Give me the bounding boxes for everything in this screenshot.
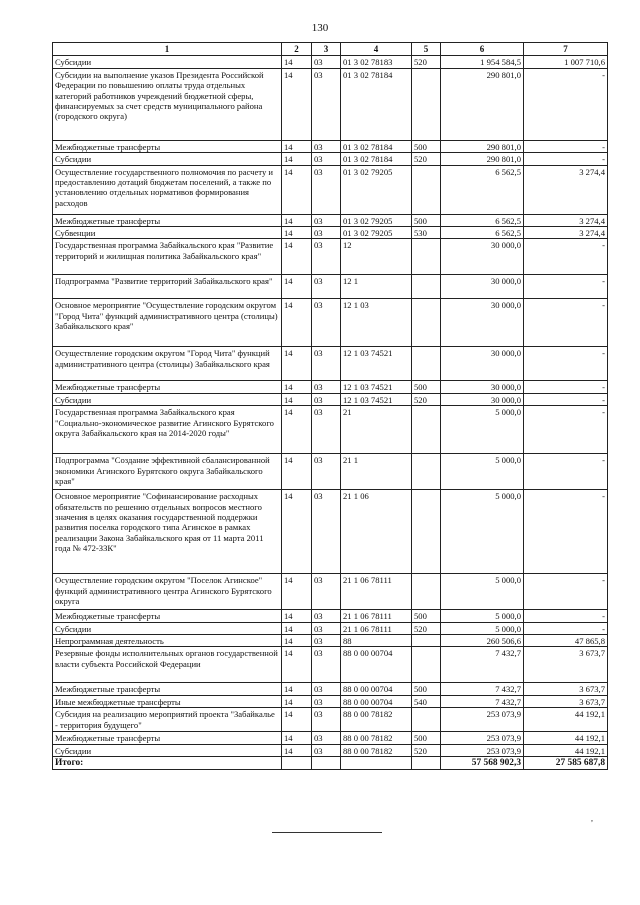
row-value-col6: 290 801,0 [441,153,524,165]
row-expense-type [412,406,441,454]
table-row [53,68,608,140]
table-row [53,214,608,226]
row-expense-type [412,635,441,647]
row-section: 14 [282,56,312,68]
row-value-col6: 30 000,0 [441,299,524,347]
table-row [53,406,608,454]
row-target-code: 21 1 [341,454,412,490]
row-value-col7: 3 274,4 [524,214,608,226]
row-subsection: 03 [312,347,341,381]
row-section: 14 [282,68,312,140]
row-target-code: 12 1 03 74521 [341,381,412,393]
row-value-col7: - [524,393,608,405]
row-name: Подпрограмма "Развитие территорий Забайкальского края" [53,275,282,299]
row-name: Непрограммная деятельность [53,635,282,647]
column-header: 4 [341,43,412,56]
row-section: 14 [282,622,312,634]
row-section: 14 [282,299,312,347]
row-section: 14 [282,406,312,454]
table-row [53,165,608,214]
column-header: 7 [524,43,608,56]
row-value-col6: 5 000,0 [441,622,524,634]
row-value-col6: 5 000,0 [441,574,524,610]
row-section: 14 [282,683,312,695]
row-expense-type: 540 [412,695,441,707]
row-expense-type: 500 [412,214,441,226]
row-subsection: 03 [312,683,341,695]
row-value-col7: - [524,574,608,610]
row-subsection: 03 [312,490,341,574]
row-value-col7: - [524,153,608,165]
row-value-col7: 3 673,7 [524,647,608,683]
row-value-col7: - [524,622,608,634]
row-target-code: 01 3 02 78184 [341,140,412,152]
row-target-code: 21 1 06 [341,490,412,574]
row-subsection: 03 [312,647,341,683]
row-subsection: 03 [312,454,341,490]
row-name: Основное мероприятие "Осуществление городским округом "Город Чита" функций административного центра (столицы) Забайкальского края" [53,299,282,347]
row-value-col6: 6 562,5 [441,227,524,239]
row-value-col7: - [524,406,608,454]
total-value-col7: 27 585 687,8 [524,757,608,769]
row-name: Субсидии [53,744,282,756]
row-value-col7: 44 192,1 [524,708,608,732]
row-target-code: 12 1 03 74521 [341,393,412,405]
row-expense-type [412,68,441,140]
row-value-col6: 260 506,6 [441,635,524,647]
row-target-code: 88 0 00 78182 [341,732,412,744]
row-expense-type: 530 [412,227,441,239]
row-target-code: 21 1 06 78111 [341,610,412,622]
row-value-col6: 253 073,9 [441,744,524,756]
table-header-row [53,43,608,56]
row-value-col6: 290 801,0 [441,68,524,140]
row-value-col7: - [524,140,608,152]
column-header: 6 [441,43,524,56]
row-target-code: 88 0 00 78182 [341,708,412,732]
row-subsection: 03 [312,695,341,707]
row-value-col6: 5 000,0 [441,406,524,454]
row-subsection: 03 [312,381,341,393]
row-target-code: 12 [341,239,412,275]
total-label: Итого: [53,757,282,769]
row-expense-type: 520 [412,393,441,405]
row-subsection: 03 [312,165,341,214]
row-section: 14 [282,239,312,275]
row-subsection: 03 [312,227,341,239]
row-subsection: 03 [312,153,341,165]
row-target-code: 21 [341,406,412,454]
row-subsection: 03 [312,68,341,140]
table-row [53,275,608,299]
row-value-col7: 1 007 710,6 [524,56,608,68]
row-expense-type [412,490,441,574]
table-row [53,574,608,610]
row-expense-type: 500 [412,381,441,393]
row-target-code: 01 3 02 79205 [341,165,412,214]
table-row [53,299,608,347]
row-section: 14 [282,165,312,214]
row-value-col7: - [524,299,608,347]
row-section: 14 [282,732,312,744]
row-value-col7: 3 673,7 [524,683,608,695]
row-value-col6: 6 562,5 [441,165,524,214]
row-expense-type [412,275,441,299]
table-row [53,381,608,393]
row-value-col6: 5 000,0 [441,610,524,622]
row-name: Государственная программа Забайкальского края "Развитие территорий и жилищная политика Забайкальского края" [53,239,282,275]
table-row [53,454,608,490]
row-value-col6: 253 073,9 [441,732,524,744]
row-name: Государственная программа Забайкальского края "Социально-экономическое развитие Агинского Бурятского округа Забайкальского края на 2014-2020 годы" [53,406,282,454]
row-value-col6: 7 432,7 [441,647,524,683]
row-name: Межбюджетные трансферты [53,381,282,393]
row-subsection: 03 [312,744,341,756]
row-expense-type [412,574,441,610]
row-expense-type [412,708,441,732]
row-subsection: 03 [312,574,341,610]
row-name: Межбюджетные трансферты [53,732,282,744]
row-name: Межбюджетные трансферты [53,214,282,226]
row-name: Субвенции [53,227,282,239]
table-row [53,140,608,152]
table-row [53,695,608,707]
row-name: Субсидии [53,153,282,165]
row-value-col6: 7 432,7 [441,695,524,707]
row-value-col7: - [524,454,608,490]
footer-divider [272,832,382,833]
row-name: Иные межбюджетные трансферты [53,695,282,707]
table-row [53,490,608,574]
row-name: Осуществление городским округом "Город Чита" функций административного центра (столицы) Забайкальского края [53,347,282,381]
row-value-col7: 44 192,1 [524,744,608,756]
row-target-code: 21 1 06 78111 [341,622,412,634]
row-name: Резервные фонды исполнительных органов государственной власти субъекта Российской Федерации [53,647,282,683]
row-target-code: 88 0 00 00704 [341,647,412,683]
row-expense-type [412,299,441,347]
row-value-col6: 30 000,0 [441,347,524,381]
row-expense-type: 500 [412,610,441,622]
row-name: Межбюджетные трансферты [53,140,282,152]
row-target-code: 88 0 00 78182 [341,744,412,756]
row-section: 14 [282,635,312,647]
row-target-code: 01 3 02 78183 [341,56,412,68]
row-value-col7: 44 192,1 [524,732,608,744]
column-header: 3 [312,43,341,56]
row-value-col7: 3 673,7 [524,695,608,707]
row-value-col7: - [524,68,608,140]
row-target-code: 01 3 02 79205 [341,214,412,226]
row-target-code: 12 1 03 74521 [341,347,412,381]
row-target-code: 88 0 00 00704 [341,683,412,695]
table-row [53,56,608,68]
row-value-col6: 253 073,9 [441,708,524,732]
row-section: 14 [282,347,312,381]
row-value-col6: 5 000,0 [441,490,524,574]
row-expense-type [412,647,441,683]
row-name: Осуществление городским округом "Поселок Агинское" функций административного центра Агинского Бурятского округа [53,574,282,610]
table-body [53,56,608,757]
table-row [53,610,608,622]
row-section: 14 [282,610,312,622]
budget-table [52,42,608,770]
row-expense-type: 500 [412,683,441,695]
row-name: Осуществление государственного полномочия по расчету и предоставлению дотаций бюджетам поселений, а также по установлению отдельных нормативов формирования расходов [53,165,282,214]
page-number: 130 [311,22,329,34]
row-section: 14 [282,744,312,756]
row-expense-type [412,239,441,275]
row-value-col7: - [524,490,608,574]
row-value-col6: 30 000,0 [441,381,524,393]
row-expense-type [412,165,441,214]
row-subsection: 03 [312,635,341,647]
row-value-col7: - [524,239,608,275]
row-target-code: 01 3 02 78184 [341,153,412,165]
row-subsection: 03 [312,214,341,226]
row-subsection: 03 [312,732,341,744]
total-row [53,757,608,769]
row-expense-type: 500 [412,732,441,744]
row-target-code: 01 3 02 78184 [341,68,412,140]
row-value-col6: 290 801,0 [441,140,524,152]
row-section: 14 [282,275,312,299]
row-value-col6: 30 000,0 [441,393,524,405]
row-target-code: 12 1 03 [341,299,412,347]
row-subsection: 03 [312,610,341,622]
row-section: 14 [282,490,312,574]
table-row [53,732,608,744]
row-name: Подпрограмма "Создание эффективной сбалансированной экономики Агинского Бурятского округа Забайкальского края" [53,454,282,490]
row-section: 14 [282,140,312,152]
table-row [53,744,608,756]
row-value-col7: - [524,275,608,299]
row-value-col7: - [524,347,608,381]
row-target-code: 01 3 02 79205 [341,227,412,239]
table-row [53,635,608,647]
row-name: Субсидии на выполнение указов Президента Российской Федерации по повышению оплаты труда отдельных категорий работников учреждений бюджетной сферы, финансируемых за счет средств муниципального района (городского округа) [53,68,282,140]
row-target-code: 88 0 00 00704 [341,695,412,707]
row-value-col6: 1 954 584,5 [441,56,524,68]
row-value-col6: 7 432,7 [441,683,524,695]
row-name: Субсидия на реализацию мероприятий проекта "Забайкалье - территория будущего" [53,708,282,732]
column-header: 1 [53,43,282,56]
column-header: 5 [412,43,441,56]
row-subsection: 03 [312,299,341,347]
row-subsection: 03 [312,708,341,732]
table-row [53,227,608,239]
table-row [53,153,608,165]
row-section: 14 [282,708,312,732]
row-section: 14 [282,454,312,490]
row-subsection: 03 [312,239,341,275]
row-value-col6: 6 562,5 [441,214,524,226]
row-subsection: 03 [312,56,341,68]
table-row [53,393,608,405]
row-section: 14 [282,574,312,610]
row-name: Субсидии [53,56,282,68]
row-expense-type: 520 [412,622,441,634]
column-header: 2 [282,43,312,56]
row-value-col7: 3 274,4 [524,165,608,214]
row-name: Основное мероприятие "Софинансирование расходных обязательств по решению отдельных вопросов местного значения в целях оказания государственной поддержки развития поселка городского типа Агинское в рамках реализации Закона Забайкальского края от 11 марта 2011 года № 472-ЗЗК" [53,490,282,574]
table-row [53,347,608,381]
table-row [53,683,608,695]
row-subsection: 03 [312,140,341,152]
row-value-col7: - [524,610,608,622]
row-value-col6: 30 000,0 [441,275,524,299]
row-expense-type [412,454,441,490]
row-value-col6: 5 000,0 [441,454,524,490]
row-expense-type: 520 [412,744,441,756]
row-target-code: 88 [341,635,412,647]
table-row [53,647,608,683]
row-section: 14 [282,647,312,683]
row-subsection: 03 [312,275,341,299]
corner-mark: , [591,814,593,823]
row-value-col7: 47 865,8 [524,635,608,647]
row-section: 14 [282,153,312,165]
row-value-col7: 3 274,4 [524,227,608,239]
row-expense-type: 520 [412,153,441,165]
row-subsection: 03 [312,393,341,405]
row-section: 14 [282,214,312,226]
row-name: Межбюджетные трансферты [53,610,282,622]
row-subsection: 03 [312,406,341,454]
row-subsection: 03 [312,622,341,634]
table-row [53,239,608,275]
row-expense-type [412,347,441,381]
table-row [53,708,608,732]
row-section: 14 [282,695,312,707]
row-expense-type: 520 [412,56,441,68]
total-value-col6: 57 568 902,3 [441,757,524,769]
row-value-col6: 30 000,0 [441,239,524,275]
row-expense-type: 500 [412,140,441,152]
row-section: 14 [282,227,312,239]
row-target-code: 12 1 [341,275,412,299]
table-row [53,622,608,634]
row-name: Межбюджетные трансферты [53,683,282,695]
row-section: 14 [282,393,312,405]
row-section: 14 [282,381,312,393]
row-target-code: 21 1 06 78111 [341,574,412,610]
row-name: Субсидии [53,622,282,634]
row-name: Субсидии [53,393,282,405]
row-value-col7: - [524,381,608,393]
